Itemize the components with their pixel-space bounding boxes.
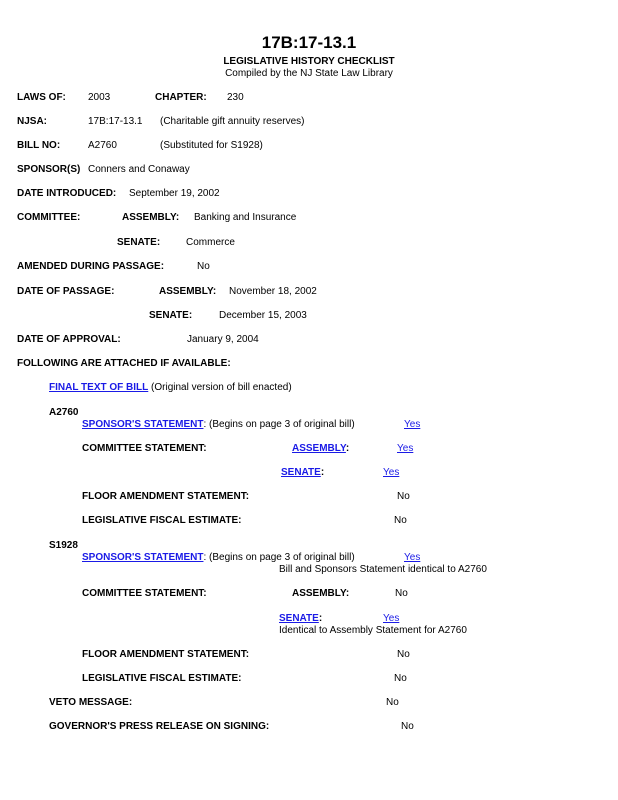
- date-introduced-label: DATE INTRODUCED:: [17, 188, 117, 199]
- compiled-by: Compiled by the NJ State Law Library: [225, 68, 393, 79]
- date-of-approval-value: January 9, 2004: [187, 334, 259, 345]
- passage-senate-label: SENATE:: [149, 310, 193, 321]
- bill-no-label: BILL NO:: [17, 140, 61, 151]
- s1928-heading: S1928: [49, 540, 78, 551]
- attached-heading: FOLLOWING ARE ATTACHED IF AVAILABLE:: [17, 358, 231, 369]
- a2760-senate-row: [281, 467, 324, 479]
- s1928-senate-link[interactable]: SENATE: [279, 613, 319, 624]
- passage-senate-value: December 15, 2003: [219, 310, 307, 321]
- njsa-note: (Charitable gift annuity reserves): [160, 116, 305, 127]
- passage-assembly-label: ASSEMBLY:: [159, 286, 217, 297]
- a2760-sponsor-note: : (Begins on page 3 of original bill): [203, 419, 355, 430]
- s1928-floor-label: FLOOR AMENDMENT STATEMENT:: [82, 649, 250, 660]
- s1928-fiscal-value: No: [394, 673, 407, 684]
- sponsors-label: SPONSOR(S): [17, 164, 81, 175]
- page-title: 17B:17-13.1: [261, 33, 357, 52]
- njsa-value: 17B:17-13.1: [88, 116, 143, 127]
- date-of-approval-label: DATE OF APPROVAL:: [17, 334, 121, 345]
- s1928-sponsor-yes-link[interactable]: Yes: [404, 552, 421, 563]
- passage-assembly-value: November 18, 2002: [229, 286, 317, 297]
- bill-no-note: (Substituted for S1928): [160, 140, 263, 151]
- s1928-senate-yes-link[interactable]: Yes: [383, 613, 400, 624]
- veto-value: No: [386, 697, 399, 708]
- s1928-sponsor-row: [82, 552, 355, 564]
- final-text-link[interactable]: FINAL TEXT OF BILL: [49, 382, 149, 393]
- a2760-fiscal-value: No: [394, 515, 407, 526]
- a2760-senate-colon: :: [320, 467, 325, 478]
- s1928-senate-row: [279, 613, 322, 625]
- a2760-heading: A2760: [49, 407, 79, 418]
- committee-senate-label: SENATE:: [117, 237, 161, 248]
- a2760-senate-yes-link[interactable]: Yes: [383, 467, 400, 478]
- amended-value: No: [197, 261, 210, 272]
- a2760-assembly-row: [292, 443, 349, 455]
- a2760-floor-label: FLOOR AMENDMENT STATEMENT:: [82, 491, 250, 502]
- chapter-value: 230: [227, 92, 244, 103]
- s1928-committee-label: COMMITTEE STATEMENT:: [82, 588, 207, 599]
- final-text-row: [49, 382, 292, 394]
- sponsors-value: Conners and Conaway: [88, 164, 190, 175]
- a2760-committee-label: COMMITTEE STATEMENT:: [82, 443, 207, 454]
- s1928-floor-value: No: [397, 649, 410, 660]
- s1928-assembly-value: No: [395, 588, 408, 599]
- committee-senate-value: Commerce: [186, 237, 235, 248]
- a2760-assembly-colon: :: [345, 443, 350, 454]
- committee-assembly-label: ASSEMBLY:: [122, 212, 180, 223]
- a2760-sponsor-row: [82, 419, 355, 431]
- s1928-sponsor-statement-link[interactable]: SPONSOR'S STATEMENT: [82, 552, 204, 563]
- press-release-label: GOVERNOR'S PRESS RELEASE ON SIGNING:: [49, 721, 270, 732]
- s1928-sponsor-note: : (Begins on page 3 of original bill): [203, 552, 355, 563]
- a2760-sponsor-statement-link[interactable]: SPONSOR'S STATEMENT: [82, 419, 204, 430]
- a2760-sponsor-yes-link[interactable]: Yes: [404, 419, 421, 430]
- page-subtitle: LEGISLATIVE HISTORY CHECKLIST: [223, 56, 395, 67]
- chapter-label: CHAPTER:: [155, 92, 207, 103]
- a2760-assembly-link[interactable]: ASSEMBLY: [292, 443, 346, 454]
- s1928-sponsor-extra: Bill and Sponsors Statement identical to A2760: [279, 564, 487, 575]
- a2760-floor-value: No: [397, 491, 410, 502]
- veto-label: VETO MESSAGE:: [49, 697, 133, 708]
- bill-no-value: A2760: [88, 140, 117, 151]
- date-introduced-value: September 19, 2002: [129, 188, 220, 199]
- laws-of-label: LAWS OF:: [17, 92, 66, 103]
- a2760-fiscal-label: LEGISLATIVE FISCAL ESTIMATE:: [82, 515, 242, 526]
- date-of-passage-label: DATE OF PASSAGE:: [17, 286, 115, 297]
- final-text-note: (Original version of bill enacted): [148, 382, 292, 393]
- s1928-assembly-label: ASSEMBLY:: [292, 588, 350, 599]
- committee-assembly-value: Banking and Insurance: [194, 212, 297, 223]
- njsa-label: NJSA:: [17, 116, 48, 127]
- a2760-senate-link[interactable]: SENATE: [281, 467, 321, 478]
- s1928-senate-extra: Identical to Assembly Statement for A2760: [279, 625, 467, 636]
- s1928-senate-colon: :: [318, 613, 323, 624]
- s1928-fiscal-label: LEGISLATIVE FISCAL ESTIMATE:: [82, 673, 242, 684]
- a2760-assembly-yes-link[interactable]: Yes: [397, 443, 414, 454]
- press-release-value: No: [401, 721, 414, 732]
- laws-of-value: 2003: [88, 92, 111, 103]
- committee-label: COMMITTEE:: [17, 212, 81, 223]
- amended-label: AMENDED DURING PASSAGE:: [17, 261, 165, 272]
